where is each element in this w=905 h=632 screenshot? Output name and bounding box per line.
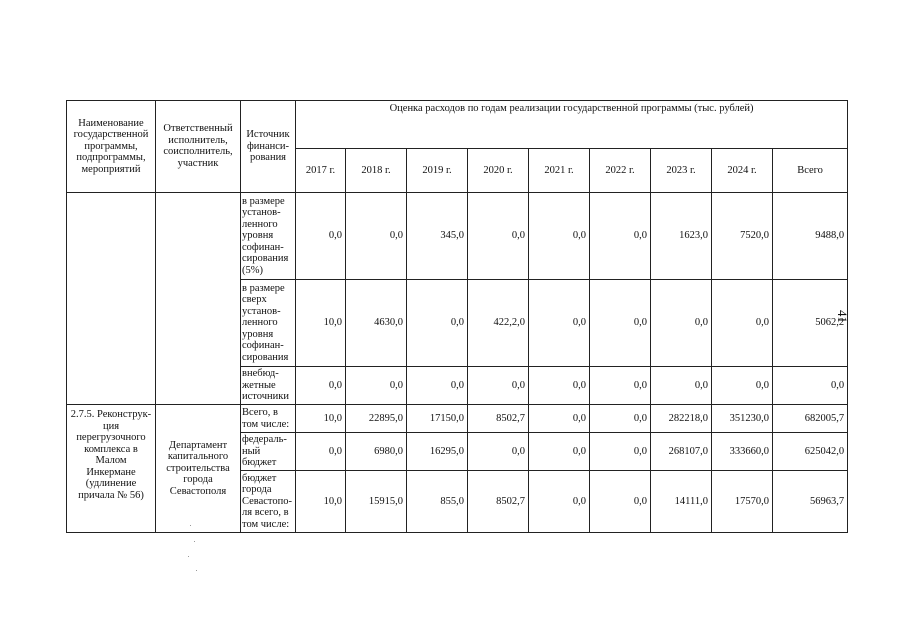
value-cell: 0,0 (590, 193, 651, 280)
total-cell: 9488,0 (773, 193, 848, 280)
value-cell: 0,0 (468, 367, 529, 405)
value-cell: 0,0 (296, 193, 346, 280)
source-cell: Всего, в том числе: (241, 405, 296, 433)
value-cell: 10,0 (296, 405, 346, 433)
empty-executor-cell (156, 193, 241, 405)
value-cell: 345,0 (407, 193, 468, 280)
col-name-header: Наименование государственной программы, подпрограммы, мероприятий (67, 101, 156, 193)
col-source-header: Источник финанси-рования (241, 101, 296, 193)
table-row (67, 193, 848, 280)
value-cell: 0,0 (529, 433, 590, 471)
total-cell: 682005,7 (773, 405, 848, 433)
total-cell: 5062,2 (773, 280, 848, 367)
value-cell: 0,0 (712, 280, 773, 367)
value-cell: 14111,0 (651, 471, 712, 533)
empty-name-cell (67, 193, 156, 405)
value-cell: 10,0 (296, 280, 346, 367)
value-cell: 6980,0 (346, 433, 407, 471)
year-header: 2020 г. (468, 149, 529, 193)
value-cell: 0,0 (590, 405, 651, 433)
source-cell: бюджет города Севастопо-ля всего, в том числе: (241, 471, 296, 533)
value-cell: 0,0 (590, 367, 651, 405)
year-header: 2023 г. (651, 149, 712, 193)
value-cell: 268107,0 (651, 433, 712, 471)
value-cell: 0,0 (468, 193, 529, 280)
value-cell: 282218,0 (651, 405, 712, 433)
year-header: 2021 г. (529, 149, 590, 193)
value-cell: 4630,0 (346, 280, 407, 367)
activity-name: 2.7.5. Реконструк-ция перегрузочного комплекса в Малом Инкермане (удлинение причала № 56) (67, 405, 156, 533)
value-cell: 16295,0 (407, 433, 468, 471)
value-cell: 7520,0 (712, 193, 773, 280)
scan-speck (196, 570, 197, 571)
total-cell: 0,0 (773, 367, 848, 405)
value-cell: 0,0 (651, 367, 712, 405)
value-cell: 0,0 (296, 433, 346, 471)
expenses-title: Оценка расходов по годам реализации государственной программы (тыс. рублей) (296, 101, 848, 149)
budget-table (66, 100, 848, 533)
value-cell: 0,0 (407, 280, 468, 367)
value-cell: 0,0 (590, 433, 651, 471)
scan-speck (190, 525, 191, 526)
value-cell: 0,0 (468, 433, 529, 471)
value-cell: 333660,0 (712, 433, 773, 471)
value-cell: 0,0 (529, 193, 590, 280)
value-cell: 0,0 (712, 367, 773, 405)
value-cell: 10,0 (296, 471, 346, 533)
value-cell: 0,0 (529, 367, 590, 405)
source-cell: в размере сверх установ-ленного уровня софинан-сирования (241, 280, 296, 367)
header-row-1 (67, 101, 848, 149)
scan-speck (194, 541, 195, 542)
total-cell: 56963,7 (773, 471, 848, 533)
col-executor-header: Ответственный исполнитель, соисполнитель, участник (156, 101, 241, 193)
value-cell: 8502,7 (468, 405, 529, 433)
year-header: 2017 г. (296, 149, 346, 193)
value-cell: 0,0 (529, 405, 590, 433)
page-number: 41 (835, 310, 850, 323)
value-cell: 422,2,0 (468, 280, 529, 367)
value-cell: 15915,0 (346, 471, 407, 533)
value-cell: 0,0 (346, 367, 407, 405)
value-cell: 0,0 (407, 367, 468, 405)
value-cell: 0,0 (651, 280, 712, 367)
total-cell: 625042,0 (773, 433, 848, 471)
value-cell: 8502,7 (468, 471, 529, 533)
value-cell: 0,0 (529, 471, 590, 533)
year-header: 2022 г. (590, 149, 651, 193)
value-cell: 0,0 (590, 280, 651, 367)
value-cell: 855,0 (407, 471, 468, 533)
value-cell: 351230,0 (712, 405, 773, 433)
year-header: 2024 г. (712, 149, 773, 193)
year-header: 2019 г. (407, 149, 468, 193)
value-cell: 17570,0 (712, 471, 773, 533)
source-cell: внебюд-жетные источники (241, 367, 296, 405)
value-cell: 0,0 (346, 193, 407, 280)
value-cell: 1623,0 (651, 193, 712, 280)
table-row (67, 405, 848, 433)
total-header: Всего (773, 149, 848, 193)
source-cell: федераль-ный бюджет (241, 433, 296, 471)
value-cell: 17150,0 (407, 405, 468, 433)
year-header: 2018 г. (346, 149, 407, 193)
source-cell: в размере установ-ленного уровня софинан-сирования (5%) (241, 193, 296, 280)
value-cell: 22895,0 (346, 405, 407, 433)
scan-speck (188, 556, 189, 557)
activity-executor: Департамент капитального строительства города Севастополя (156, 405, 241, 533)
value-cell: 0,0 (529, 280, 590, 367)
value-cell: 0,0 (296, 367, 346, 405)
value-cell: 0,0 (590, 471, 651, 533)
